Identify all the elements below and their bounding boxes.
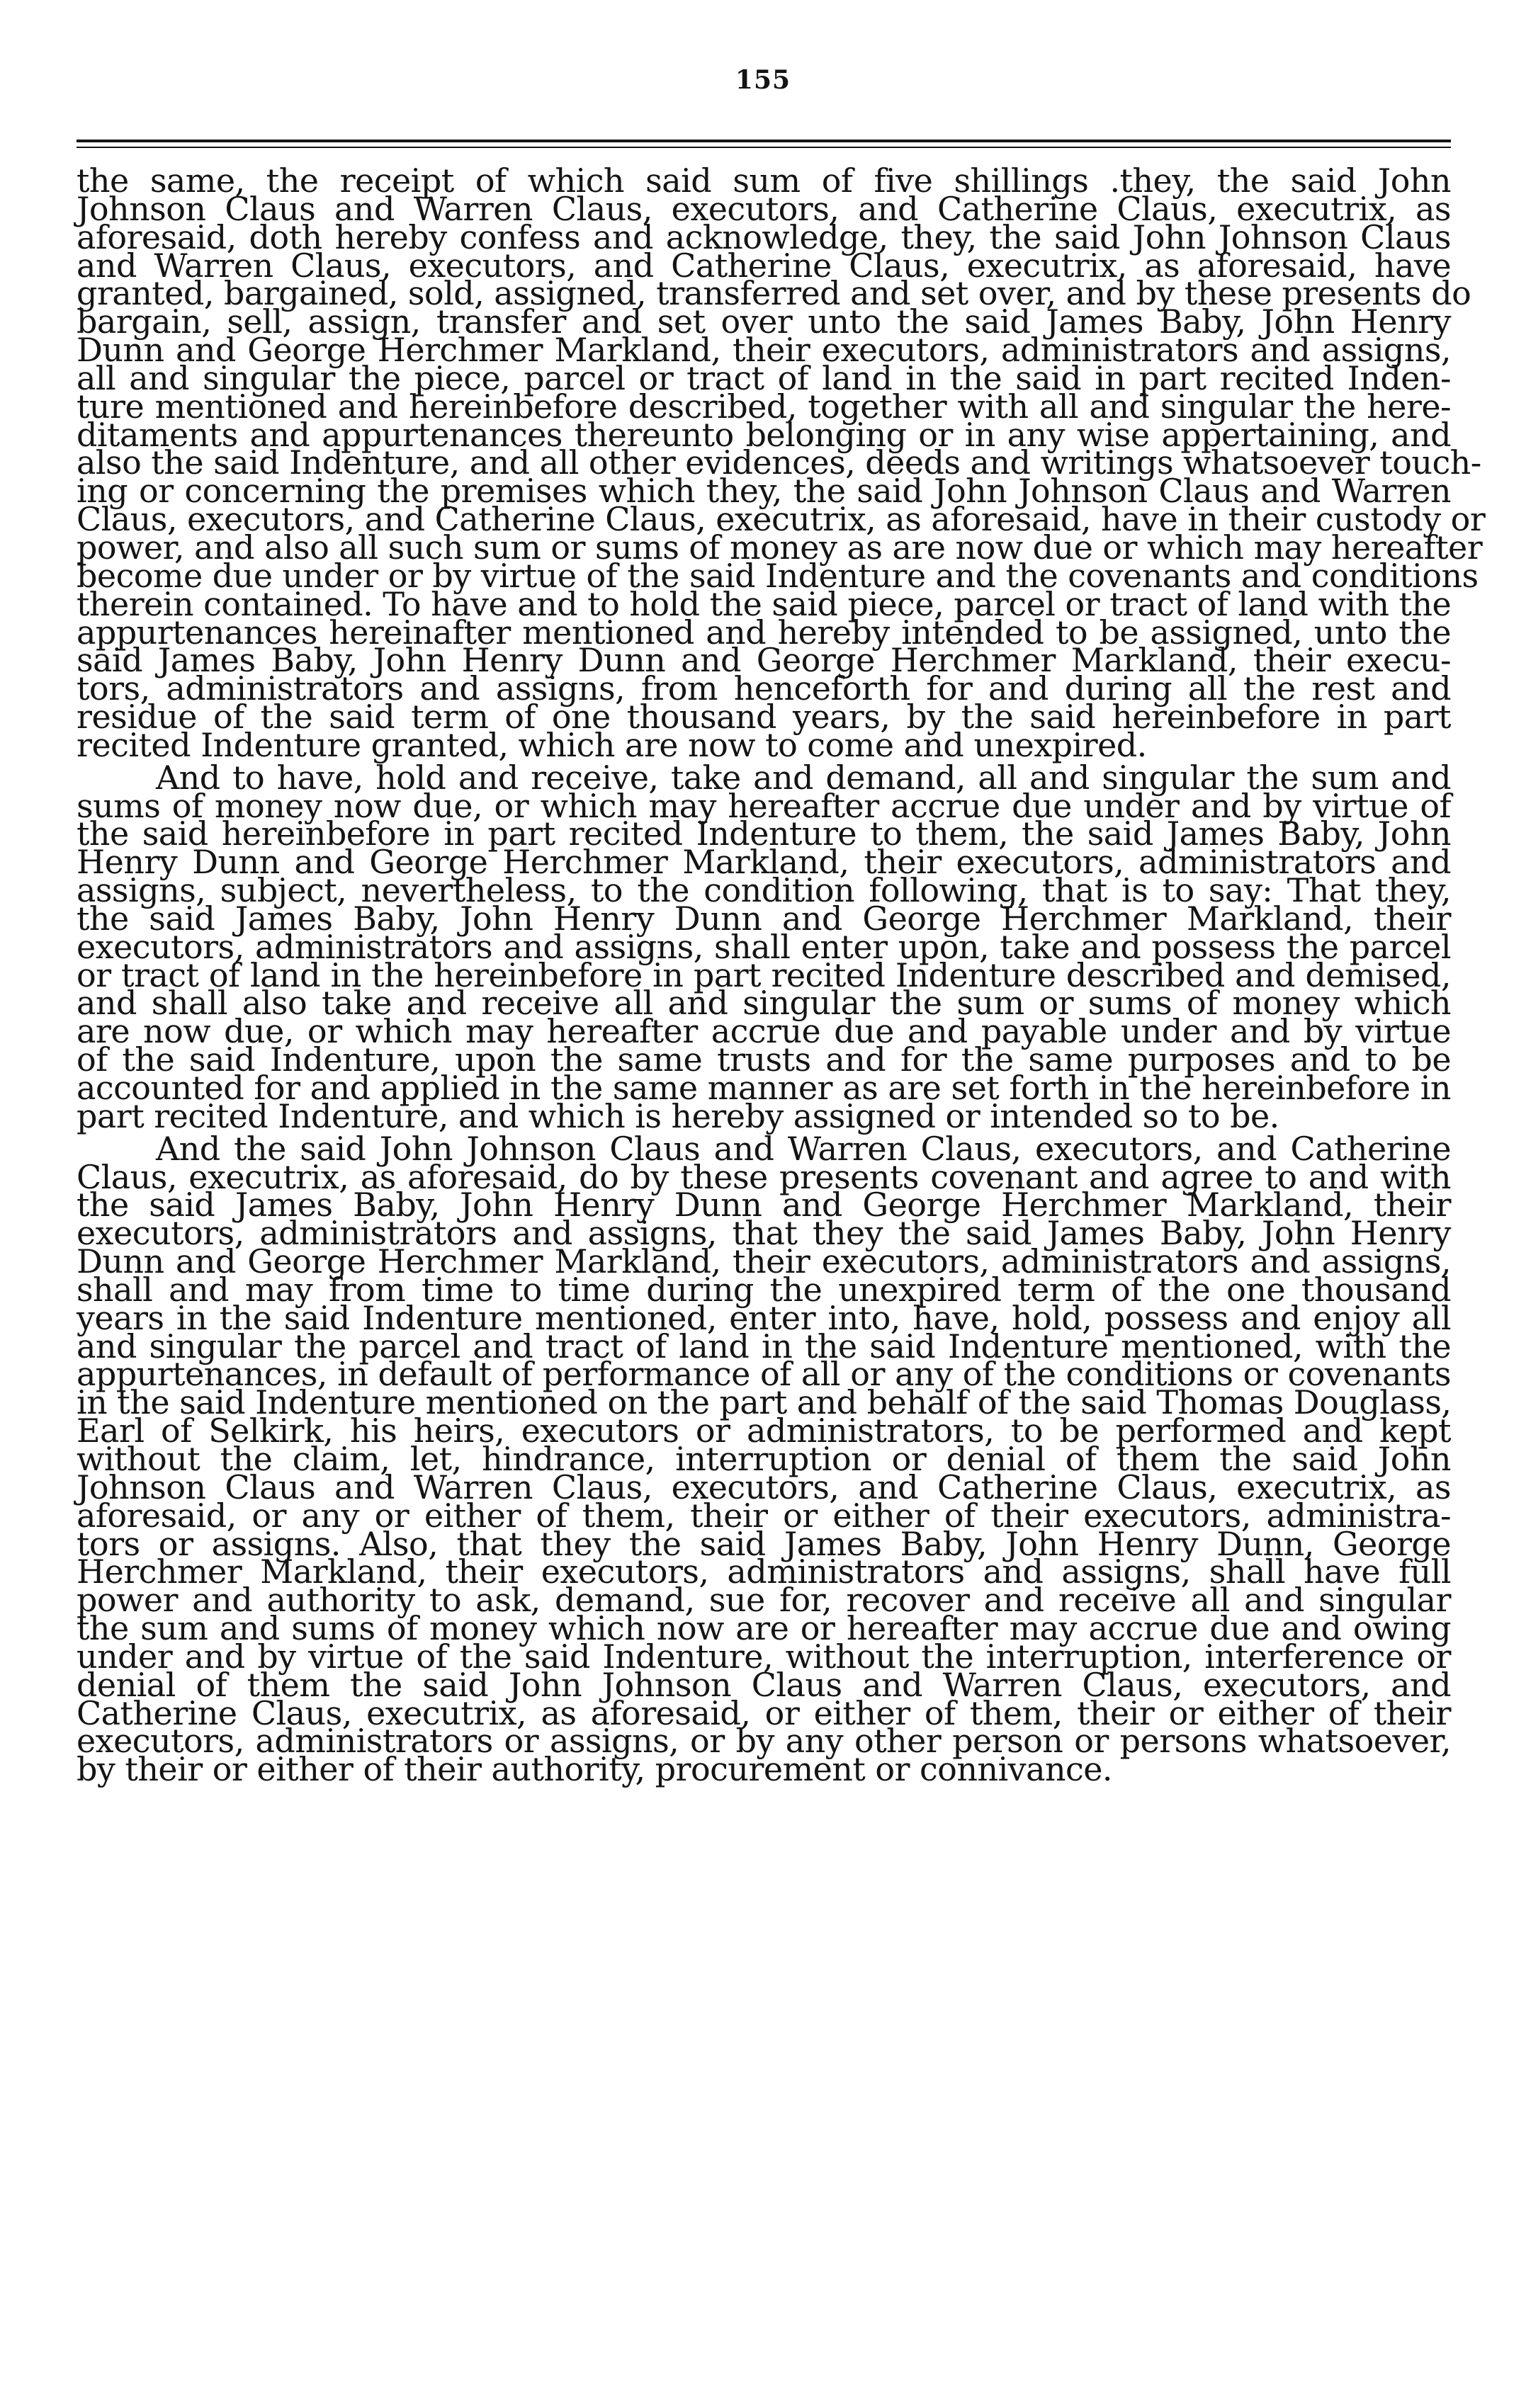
text-line: the said James Baby, John Henry Dunn and George Herchmer Markland, their (77, 899, 1451, 938)
paragraph (77, 1129, 1452, 1789)
text-line: and Warren Claus, executors, and Catherine Claus, executrix, as aforesaid, have (77, 246, 1451, 285)
text-line: said James Baby, John Henry Dunn and George Herchmer Markland, their execu- (77, 641, 1451, 680)
text-line: And to have, hold and receive, take and demand, all and singular the sum and (156, 758, 1451, 797)
text-line: Dunn and George Herchmer Markland, their executors, administrators and assigns, (77, 331, 1451, 370)
text-line: power, and also all such sum or sums of money as are now due or which may hereafter (77, 528, 1483, 567)
page-number: 155 (735, 65, 791, 95)
text-line: and shall also take and receive all and singular the sum or sums of money which (77, 984, 1451, 1023)
paragraph (77, 758, 1451, 1135)
text-line: all and singular the piece, parcel or tract of land in the said in part recited Inden- (77, 358, 1451, 397)
text-line: by their or either of their authority, procurement or connivance. (77, 1750, 1112, 1789)
text-line: ing or concerning the premises which they, the said John Johnson Claus and Warren (77, 472, 1451, 511)
text-line: Herchmer Markland, their executors, administrators and assigns, shall have full (77, 1552, 1451, 1591)
text-line: under and by virtue of the said Indenture, without the interruption, interference or (77, 1637, 1451, 1676)
text-line: Johnson Claus and Warren Claus, executors, and Catherine Claus, executrix, as (77, 189, 1451, 228)
text-line: denial of them the said John Johnson Claus and Warren Claus, executors, and (77, 1665, 1451, 1704)
text-line: the said hereinbefore in part recited Indenture to them, the said James Baby, John (77, 814, 1451, 853)
paragraph (77, 161, 1486, 764)
text-line: Johnson Claus and Warren Claus, executors, and Catherine Claus, executrix, as (77, 1467, 1451, 1506)
text-line: the sum and sums of money which now are or hereafter may accrue due and owing (77, 1609, 1451, 1648)
header-rule (77, 140, 1451, 142)
text-line: assigns, subject, nevertheless, to the condition following, that is to say: That they, (77, 871, 1451, 910)
text-line: residue of the said term of one thousand years, by the said hereinbefore in part (77, 698, 1451, 737)
text-line: appurtenances hereinafter mentioned and hereby intended to be assigned, unto the (77, 613, 1451, 652)
text-line: ditaments and appurtenances thereunto belonging or in any wise appertaining, and (77, 415, 1451, 454)
text-line: Claus, executrix, as aforesaid, do by these presents covenant and agree to and with (77, 1157, 1451, 1196)
header-rule-thin (77, 147, 1451, 148)
text-line: appurtenances, in default of performance of all or any of the conditions or covenants (77, 1355, 1451, 1394)
text-line: Henry Dunn and George Herchmer Markland, their executors, administrators and (77, 843, 1451, 882)
text-line: bargain, sell, assign, transfer and set over unto the said James Baby, John Henry (77, 302, 1451, 341)
text-line: accounted for and applied in the same manner as are set forth in the hereinbefore in (77, 1069, 1451, 1107)
text-line: power and authority to ask, demand, sue for, recover and receive all and singular (77, 1581, 1451, 1620)
text-line: executors, administrators or assigns, or by any other person or persons whatsoever, (77, 1722, 1451, 1761)
text-line: executors, administrators and assigns, shall enter upon, take and possess the parcel (77, 927, 1451, 966)
text-line: years in the said Indenture mentioned, enter into, have, hold, possess and enjoy all (77, 1298, 1451, 1337)
text-line: granted, bargained, sold, assigned, transferred and set over, and by these presents do (77, 274, 1471, 313)
text-line: part recited Indenture, and which is hereby assigned or intended so to be. (77, 1096, 1279, 1135)
body-text (77, 161, 1486, 1789)
text-line: and singular the parcel and tract of land in the said Indenture mentioned, with the (77, 1327, 1451, 1365)
text-line: are now due, or which may hereafter accrue due and payable under and by virtue (77, 1012, 1451, 1051)
text-line: executors, administrators and assigns, that they the said James Baby, John Henry (77, 1214, 1451, 1253)
text-line: the same, the receipt of which said sum of five shillings .they, the said John (77, 161, 1451, 200)
text-line: or tract of land in the hereinbefore in part recited Indenture described and demised, (77, 955, 1451, 994)
text-line: also the said Indenture, and all other evidences, deeds and writings whatsoever touch- (77, 443, 1481, 482)
text-line: Dunn and George Herchmer Markland, their executors, administrators and assigns, (77, 1242, 1451, 1281)
text-line: in the said Indenture mentioned on the part and behalf of the said Thomas Douglass, (77, 1383, 1452, 1422)
text-line: Catherine Claus, executrix, as aforesaid, or either of them, their or either of their (77, 1693, 1451, 1732)
text-line: sums of money now due, or which may hereafter accrue due under and by virtue of (77, 786, 1451, 825)
text-line: ture mentioned and hereinbefore described, together with all and singular the here- (77, 387, 1451, 426)
text-line: shall and may from time to time during the unexpired term of the one thousand (77, 1270, 1451, 1309)
text-line: tors or assigns. Also, that they the said James Baby, John Henry Dunn, George (77, 1524, 1451, 1563)
text-line: therein contained. To have and to hold the said piece, parcel or tract of land with the (77, 584, 1452, 623)
text-line: Earl of Selkirk, his heirs, executors or administrators, to be performed and kept (77, 1412, 1451, 1450)
text-line: aforesaid, doth hereby confess and acknowledge, they, the said John Johnson Claus (77, 217, 1451, 256)
text-line: And the said John Johnson Claus and Warren Claus, executors, and Catherine (156, 1129, 1451, 1168)
text-line: aforesaid, or any or either of them, their or either of their executors, administra- (77, 1496, 1451, 1535)
text-line: recited Indenture granted, which are now to come and unexpired. (77, 725, 1147, 764)
text-line: become due under or by virtue of the said Indenture and the covenants and conditions (77, 556, 1479, 595)
text-line: Claus, executors, and Catherine Claus, executrix, as aforesaid, have in their custody or (77, 500, 1486, 539)
text-line: the said James Baby, John Henry Dunn and George Herchmer Markland, their (77, 1186, 1451, 1225)
text-line: without the claim, let, hindrance, interruption or denial of them the said John (77, 1439, 1451, 1478)
text-line: of the said Indenture, upon the same trusts and for the same purposes and to be (77, 1040, 1451, 1079)
text-line: tors, administrators and assigns, from henceforth for and during all the rest and (77, 669, 1451, 708)
